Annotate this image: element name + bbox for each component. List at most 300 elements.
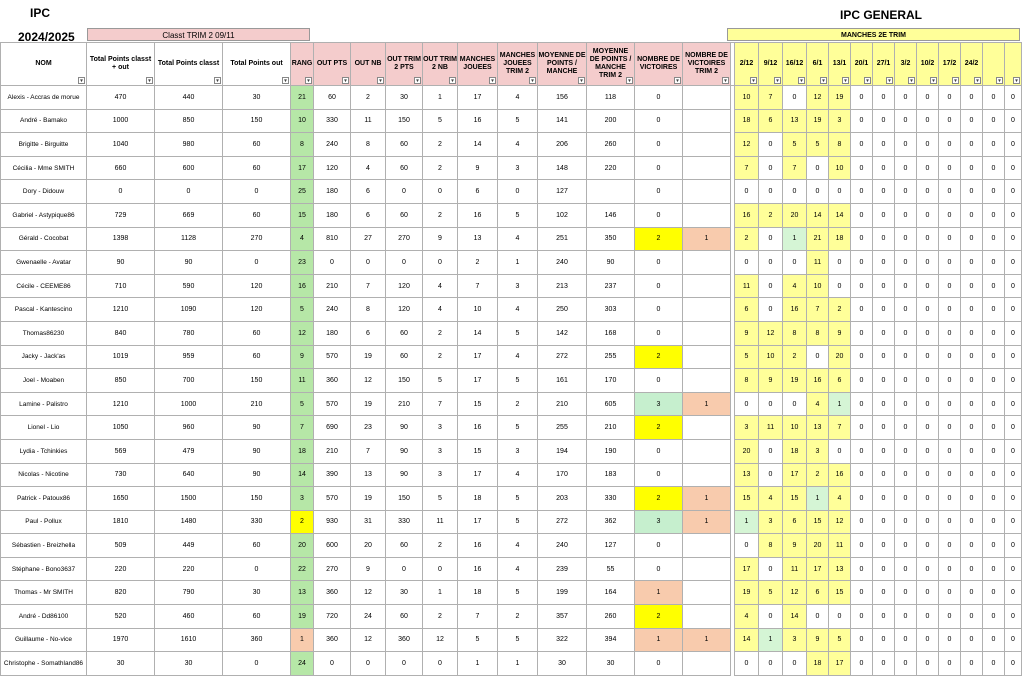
player-name[interactable]: Lionel - Lio: [1, 416, 87, 440]
cell-4[interactable]: 570: [314, 345, 351, 369]
manche-score-cell[interactable]: 0: [895, 321, 917, 345]
manche-score-cell[interactable]: 15: [829, 581, 851, 605]
manche-score-cell[interactable]: 0: [851, 605, 873, 629]
manche-score-cell[interactable]: 0: [983, 133, 1005, 157]
manche-score-cell[interactable]: 8: [807, 321, 829, 345]
cell-3[interactable]: 10: [291, 109, 314, 133]
cell-10[interactable]: 203: [538, 487, 587, 511]
cell-9[interactable]: 2: [498, 605, 538, 629]
manche-score-cell[interactable]: 0: [1005, 557, 1022, 581]
player-name[interactable]: Joel - Moaben: [1, 369, 87, 393]
manche-score-cell[interactable]: 15: [807, 510, 829, 534]
manche-score-cell[interactable]: 2: [783, 345, 807, 369]
manche-score-cell[interactable]: 0: [1005, 439, 1022, 463]
manche-score-cell[interactable]: 3: [829, 109, 851, 133]
cell-6[interactable]: 0: [386, 251, 423, 275]
cell-13[interactable]: [683, 439, 731, 463]
filter-dropdown-icon[interactable]: ▾: [952, 77, 959, 84]
cell-13[interactable]: [683, 557, 731, 581]
cell-12[interactable]: 2: [635, 227, 683, 251]
cell-13[interactable]: [683, 416, 731, 440]
manche-score-cell[interactable]: 0: [939, 369, 961, 393]
cell-0[interactable]: 660: [87, 156, 155, 180]
cell-5[interactable]: 19: [351, 345, 386, 369]
cell-4[interactable]: 270: [314, 557, 351, 581]
manche-score-cell[interactable]: 0: [1005, 251, 1022, 275]
cell-2[interactable]: 90: [223, 416, 291, 440]
manche-score-cell[interactable]: 0: [895, 416, 917, 440]
manche-score-cell[interactable]: 0: [851, 487, 873, 511]
manche-score-cell[interactable]: 0: [873, 109, 895, 133]
cell-13[interactable]: [683, 86, 731, 110]
cell-1[interactable]: 460: [155, 605, 223, 629]
cell-2[interactable]: 210: [223, 392, 291, 416]
cell-13[interactable]: [683, 321, 731, 345]
manche-score-cell[interactable]: 0: [783, 392, 807, 416]
manche-score-cell[interactable]: 0: [917, 321, 939, 345]
manche-score-cell[interactable]: 0: [873, 180, 895, 204]
manche-score-cell[interactable]: 8: [759, 534, 783, 558]
cell-1[interactable]: 1000: [155, 392, 223, 416]
manche-score-cell[interactable]: 0: [873, 321, 895, 345]
cell-1[interactable]: 440: [155, 86, 223, 110]
manche-score-cell[interactable]: 6: [807, 581, 829, 605]
manche-score-cell[interactable]: 0: [1005, 463, 1022, 487]
manche-score-cell[interactable]: 0: [895, 133, 917, 157]
cell-12[interactable]: 0: [635, 557, 683, 581]
cell-11[interactable]: 605: [587, 392, 635, 416]
cell-0[interactable]: 1050: [87, 416, 155, 440]
filter-dropdown-icon[interactable]: ▾: [342, 77, 349, 84]
player-name[interactable]: André - Dd86100: [1, 605, 87, 629]
cell-8[interactable]: 15: [458, 392, 498, 416]
cell-9[interactable]: 5: [498, 369, 538, 393]
cell-10[interactable]: 142: [538, 321, 587, 345]
cell-2[interactable]: 60: [223, 133, 291, 157]
player-name[interactable]: Stéphane - Bono3637: [1, 557, 87, 581]
cell-9[interactable]: 4: [498, 133, 538, 157]
manche-score-cell[interactable]: 9: [783, 534, 807, 558]
cell-8[interactable]: 18: [458, 581, 498, 605]
manche-score-cell[interactable]: 0: [961, 321, 983, 345]
cell-0[interactable]: 220: [87, 557, 155, 581]
cell-2[interactable]: 60: [223, 534, 291, 558]
cell-6[interactable]: 60: [386, 605, 423, 629]
manche-score-cell[interactable]: 0: [851, 251, 873, 275]
manche-score-cell[interactable]: 0: [851, 510, 873, 534]
manche-score-cell[interactable]: 0: [983, 510, 1005, 534]
cell-4[interactable]: 180: [314, 321, 351, 345]
cell-7[interactable]: 5: [423, 487, 458, 511]
cell-6[interactable]: 60: [386, 156, 423, 180]
cell-3[interactable]: 14: [291, 463, 314, 487]
cell-8[interactable]: 7: [458, 605, 498, 629]
manche-score-cell[interactable]: 0: [873, 227, 895, 251]
manche-score-cell[interactable]: 0: [851, 581, 873, 605]
cell-10[interactable]: 206: [538, 133, 587, 157]
manche-score-cell[interactable]: 10: [783, 416, 807, 440]
cell-7[interactable]: 0: [423, 652, 458, 676]
manche-score-cell[interactable]: 0: [895, 180, 917, 204]
manche-score-cell[interactable]: 0: [895, 463, 917, 487]
cell-11[interactable]: 55: [587, 557, 635, 581]
manche-score-cell[interactable]: 10: [759, 345, 783, 369]
manche-score-cell[interactable]: 0: [917, 345, 939, 369]
manche-score-cell[interactable]: 0: [735, 534, 759, 558]
cell-13[interactable]: [683, 180, 731, 204]
cell-2[interactable]: 120: [223, 298, 291, 322]
cell-6[interactable]: 150: [386, 369, 423, 393]
manche-score-cell[interactable]: 0: [939, 274, 961, 298]
manche-score-cell[interactable]: 0: [939, 86, 961, 110]
cell-2[interactable]: 30: [223, 86, 291, 110]
cell-0[interactable]: 30: [87, 652, 155, 676]
cell-6[interactable]: 0: [386, 557, 423, 581]
cell-7[interactable]: 4: [423, 274, 458, 298]
cell-3[interactable]: 24: [291, 652, 314, 676]
cell-1[interactable]: 220: [155, 557, 223, 581]
manche-score-cell[interactable]: 20: [829, 345, 851, 369]
manche-score-cell[interactable]: 0: [1005, 652, 1022, 676]
manche-score-cell[interactable]: 0: [895, 439, 917, 463]
cell-10[interactable]: 199: [538, 581, 587, 605]
cell-0[interactable]: 1040: [87, 133, 155, 157]
cell-10[interactable]: 30: [538, 652, 587, 676]
cell-10[interactable]: 194: [538, 439, 587, 463]
manche-score-cell[interactable]: 0: [851, 557, 873, 581]
cell-6[interactable]: 30: [386, 86, 423, 110]
cell-9[interactable]: 4: [498, 463, 538, 487]
cell-2[interactable]: 30: [223, 581, 291, 605]
cell-9[interactable]: 2: [498, 392, 538, 416]
cell-13[interactable]: [683, 298, 731, 322]
cell-6[interactable]: 60: [386, 203, 423, 227]
player-name[interactable]: Guillaume - No-vice: [1, 628, 87, 652]
manche-score-cell[interactable]: 0: [939, 439, 961, 463]
manche-score-cell[interactable]: 0: [1005, 321, 1022, 345]
cell-12[interactable]: 3: [635, 392, 683, 416]
cell-11[interactable]: 146: [587, 203, 635, 227]
manche-score-cell[interactable]: 0: [851, 86, 873, 110]
manche-score-cell[interactable]: 0: [961, 534, 983, 558]
manche-score-cell[interactable]: 0: [1005, 628, 1022, 652]
manche-score-cell[interactable]: 0: [1005, 345, 1022, 369]
manche-score-cell[interactable]: 0: [873, 133, 895, 157]
manche-score-cell[interactable]: 1: [829, 392, 851, 416]
cell-6[interactable]: 330: [386, 510, 423, 534]
manche-score-cell[interactable]: 0: [873, 534, 895, 558]
manche-score-cell[interactable]: 13: [783, 109, 807, 133]
manche-score-cell[interactable]: 7: [807, 298, 829, 322]
filter-dropdown-icon[interactable]: ▾: [377, 77, 384, 84]
manche-score-cell[interactable]: 0: [917, 86, 939, 110]
cell-3[interactable]: 9: [291, 345, 314, 369]
manche-score-cell[interactable]: 0: [735, 392, 759, 416]
cell-12[interactable]: 0: [635, 109, 683, 133]
cell-7[interactable]: 2: [423, 203, 458, 227]
cell-13[interactable]: 1: [683, 628, 731, 652]
cell-8[interactable]: 16: [458, 534, 498, 558]
cell-5[interactable]: 7: [351, 274, 386, 298]
manche-score-cell[interactable]: 0: [961, 510, 983, 534]
cell-0[interactable]: 710: [87, 274, 155, 298]
manche-score-cell[interactable]: 0: [895, 203, 917, 227]
cell-5[interactable]: 2: [351, 86, 386, 110]
cell-4[interactable]: 600: [314, 534, 351, 558]
filter-dropdown-icon[interactable]: ▾: [78, 77, 85, 84]
cell-10[interactable]: 272: [538, 345, 587, 369]
cell-2[interactable]: 60: [223, 156, 291, 180]
manche-score-cell[interactable]: 0: [895, 251, 917, 275]
cell-11[interactable]: 30: [587, 652, 635, 676]
cell-5[interactable]: 12: [351, 369, 386, 393]
manche-score-cell[interactable]: 0: [759, 439, 783, 463]
cell-12[interactable]: 1: [635, 581, 683, 605]
cell-3[interactable]: 21: [291, 86, 314, 110]
manche-score-cell[interactable]: 18: [783, 439, 807, 463]
cell-6[interactable]: 0: [386, 652, 423, 676]
player-name[interactable]: Thomas86230: [1, 321, 87, 345]
cell-2[interactable]: 0: [223, 557, 291, 581]
manche-score-cell[interactable]: 0: [1005, 86, 1022, 110]
cell-7[interactable]: 7: [423, 392, 458, 416]
manche-score-cell[interactable]: 5: [829, 628, 851, 652]
cell-4[interactable]: 120: [314, 156, 351, 180]
player-name[interactable]: Gérald - Cocobat: [1, 227, 87, 251]
manche-score-cell[interactable]: 0: [983, 652, 1005, 676]
manche-score-cell[interactable]: 1: [735, 510, 759, 534]
manche-score-cell[interactable]: 0: [895, 652, 917, 676]
cell-10[interactable]: 240: [538, 534, 587, 558]
manche-score-cell[interactable]: 19: [807, 109, 829, 133]
manche-score-cell[interactable]: 0: [917, 510, 939, 534]
cell-12[interactable]: 0: [635, 652, 683, 676]
cell-11[interactable]: 90: [587, 251, 635, 275]
manche-score-cell[interactable]: 0: [983, 439, 1005, 463]
filter-dropdown-icon[interactable]: ▾: [414, 77, 421, 84]
cell-3[interactable]: 5: [291, 392, 314, 416]
cell-0[interactable]: 1210: [87, 392, 155, 416]
manche-score-cell[interactable]: 0: [895, 345, 917, 369]
cell-0[interactable]: 730: [87, 463, 155, 487]
cell-5[interactable]: 0: [351, 652, 386, 676]
cell-6[interactable]: 210: [386, 392, 423, 416]
cell-12[interactable]: 0: [635, 274, 683, 298]
cell-4[interactable]: 330: [314, 109, 351, 133]
cell-0[interactable]: 520: [87, 605, 155, 629]
cell-8[interactable]: 13: [458, 227, 498, 251]
cell-13[interactable]: 1: [683, 510, 731, 534]
cell-5[interactable]: 19: [351, 392, 386, 416]
cell-7[interactable]: 3: [423, 439, 458, 463]
manche-score-cell[interactable]: 0: [917, 156, 939, 180]
manche-score-cell[interactable]: 0: [1005, 133, 1022, 157]
manche-score-cell[interactable]: 18: [829, 227, 851, 251]
cell-11[interactable]: 260: [587, 605, 635, 629]
cell-13[interactable]: 1: [683, 227, 731, 251]
filter-dropdown-icon[interactable]: ▾: [282, 77, 289, 84]
cell-9[interactable]: 5: [498, 416, 538, 440]
cell-0[interactable]: 90: [87, 251, 155, 275]
cell-8[interactable]: 16: [458, 109, 498, 133]
manche-score-cell[interactable]: 0: [851, 392, 873, 416]
cell-12[interactable]: 0: [635, 439, 683, 463]
cell-1[interactable]: 479: [155, 439, 223, 463]
cell-4[interactable]: 720: [314, 605, 351, 629]
manche-score-cell[interactable]: 0: [917, 392, 939, 416]
manche-score-cell[interactable]: 0: [807, 605, 829, 629]
manche-score-cell[interactable]: 0: [895, 298, 917, 322]
cell-0[interactable]: 850: [87, 369, 155, 393]
player-name[interactable]: Lydia - Tchinkies: [1, 439, 87, 463]
cell-8[interactable]: 7: [458, 274, 498, 298]
manche-score-cell[interactable]: 0: [851, 534, 873, 558]
cell-13[interactable]: [683, 345, 731, 369]
cell-12[interactable]: 0: [635, 321, 683, 345]
cell-8[interactable]: 17: [458, 86, 498, 110]
manche-score-cell[interactable]: 0: [895, 605, 917, 629]
manche-score-cell[interactable]: 10: [735, 86, 759, 110]
player-name[interactable]: André - Bamako: [1, 109, 87, 133]
manche-score-cell[interactable]: 0: [895, 274, 917, 298]
manche-score-cell[interactable]: 0: [873, 628, 895, 652]
cell-5[interactable]: 20: [351, 534, 386, 558]
cell-1[interactable]: 790: [155, 581, 223, 605]
manche-score-cell[interactable]: 0: [917, 605, 939, 629]
cell-3[interactable]: 16: [291, 274, 314, 298]
player-name[interactable]: Cécilia - Mme SMITH: [1, 156, 87, 180]
cell-6[interactable]: 150: [386, 487, 423, 511]
cell-10[interactable]: 127: [538, 180, 587, 204]
cell-6[interactable]: 150: [386, 109, 423, 133]
manche-score-cell[interactable]: 14: [807, 203, 829, 227]
manche-score-cell[interactable]: 0: [873, 274, 895, 298]
cell-10[interactable]: 240: [538, 251, 587, 275]
manche-score-cell[interactable]: 21: [807, 227, 829, 251]
manche-score-cell[interactable]: 4: [735, 605, 759, 629]
manche-score-cell[interactable]: 0: [983, 463, 1005, 487]
cell-3[interactable]: 17: [291, 156, 314, 180]
manche-score-cell[interactable]: 11: [759, 416, 783, 440]
manche-score-cell[interactable]: 16: [807, 369, 829, 393]
manche-score-cell[interactable]: 0: [1005, 487, 1022, 511]
manche-score-cell[interactable]: 0: [939, 392, 961, 416]
cell-7[interactable]: 3: [423, 463, 458, 487]
cell-1[interactable]: 669: [155, 203, 223, 227]
manche-score-cell[interactable]: 0: [759, 251, 783, 275]
cell-8[interactable]: 17: [458, 369, 498, 393]
cell-10[interactable]: 141: [538, 109, 587, 133]
manche-score-cell[interactable]: 0: [851, 298, 873, 322]
cell-13[interactable]: [683, 133, 731, 157]
manche-score-cell[interactable]: 0: [895, 109, 917, 133]
cell-13[interactable]: [683, 605, 731, 629]
cell-11[interactable]: 255: [587, 345, 635, 369]
manche-score-cell[interactable]: 0: [917, 298, 939, 322]
cell-12[interactable]: 2: [635, 416, 683, 440]
manche-score-cell[interactable]: 7: [735, 156, 759, 180]
cell-5[interactable]: 27: [351, 227, 386, 251]
cell-7[interactable]: 11: [423, 510, 458, 534]
manche-score-cell[interactable]: 0: [759, 274, 783, 298]
cell-10[interactable]: 156: [538, 86, 587, 110]
manche-score-cell[interactable]: 0: [873, 439, 895, 463]
cell-6[interactable]: 0: [386, 180, 423, 204]
cell-8[interactable]: 16: [458, 416, 498, 440]
manche-score-cell[interactable]: 6: [759, 109, 783, 133]
manche-score-cell[interactable]: 0: [873, 416, 895, 440]
cell-2[interactable]: 150: [223, 487, 291, 511]
cell-0[interactable]: 1810: [87, 510, 155, 534]
cell-7[interactable]: 2: [423, 321, 458, 345]
cell-8[interactable]: 6: [458, 180, 498, 204]
filter-dropdown-icon[interactable]: ▾: [305, 77, 312, 84]
manche-score-cell[interactable]: 0: [895, 557, 917, 581]
player-name[interactable]: Thomas - Mr SMITH: [1, 581, 87, 605]
cell-2[interactable]: 360: [223, 628, 291, 652]
cell-4[interactable]: 570: [314, 392, 351, 416]
manche-score-cell[interactable]: 7: [759, 86, 783, 110]
filter-dropdown-icon[interactable]: ▾: [722, 77, 729, 84]
filter-dropdown-icon[interactable]: ▾: [449, 77, 456, 84]
manche-score-cell[interactable]: 0: [983, 557, 1005, 581]
manche-score-cell[interactable]: 14: [829, 203, 851, 227]
cell-3[interactable]: 22: [291, 557, 314, 581]
filter-dropdown-icon[interactable]: ▾: [974, 77, 981, 84]
manche-score-cell[interactable]: 0: [1005, 534, 1022, 558]
manche-score-cell[interactable]: 0: [829, 605, 851, 629]
cell-4[interactable]: 390: [314, 463, 351, 487]
cell-5[interactable]: 31: [351, 510, 386, 534]
filter-dropdown-icon[interactable]: ▾: [908, 77, 915, 84]
manche-score-cell[interactable]: 0: [895, 534, 917, 558]
cell-5[interactable]: 19: [351, 487, 386, 511]
manche-score-cell[interactable]: 0: [939, 605, 961, 629]
manche-score-cell[interactable]: 17: [783, 463, 807, 487]
cell-10[interactable]: 213: [538, 274, 587, 298]
manche-score-cell[interactable]: 7: [829, 416, 851, 440]
cell-3[interactable]: 12: [291, 321, 314, 345]
manche-score-cell[interactable]: 0: [961, 487, 983, 511]
cell-5[interactable]: 7: [351, 439, 386, 463]
manche-score-cell[interactable]: 12: [735, 133, 759, 157]
cell-5[interactable]: 4: [351, 156, 386, 180]
cell-12[interactable]: 0: [635, 180, 683, 204]
cell-8[interactable]: 9: [458, 156, 498, 180]
cell-1[interactable]: 780: [155, 321, 223, 345]
cell-8[interactable]: 17: [458, 510, 498, 534]
manche-score-cell[interactable]: 16: [783, 298, 807, 322]
cell-2[interactable]: 60: [223, 345, 291, 369]
cell-13[interactable]: [683, 534, 731, 558]
manche-score-cell[interactable]: 16: [735, 203, 759, 227]
manche-score-cell[interactable]: 12: [783, 581, 807, 605]
cell-3[interactable]: 3: [291, 487, 314, 511]
manche-score-cell[interactable]: 0: [961, 227, 983, 251]
manche-score-cell[interactable]: 12: [829, 510, 851, 534]
manche-score-cell[interactable]: 0: [983, 86, 1005, 110]
cell-5[interactable]: 11: [351, 109, 386, 133]
filter-dropdown-icon[interactable]: ▾: [864, 77, 871, 84]
cell-9[interactable]: 4: [498, 534, 538, 558]
manche-score-cell[interactable]: 0: [895, 369, 917, 393]
manche-score-cell[interactable]: 0: [939, 251, 961, 275]
cell-5[interactable]: 24: [351, 605, 386, 629]
manche-score-cell[interactable]: 0: [917, 581, 939, 605]
manche-score-cell[interactable]: 1: [807, 487, 829, 511]
cell-2[interactable]: 90: [223, 439, 291, 463]
cell-2[interactable]: 0: [223, 251, 291, 275]
